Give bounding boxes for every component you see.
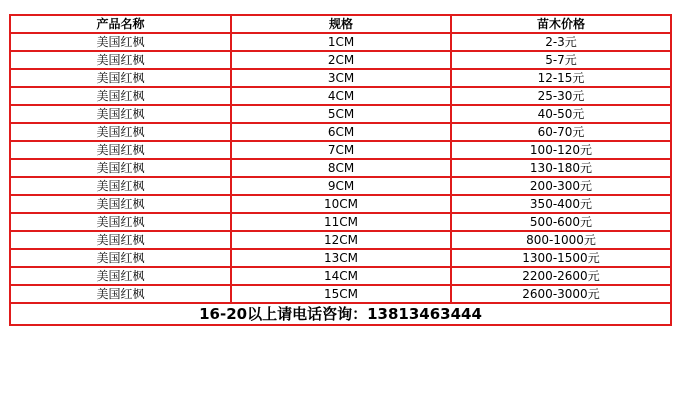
table-row (10, 195, 671, 213)
cell-price: 25-30元 (451, 87, 671, 105)
price-table-container (9, 14, 670, 326)
cell-price: 2-3元 (451, 33, 671, 51)
table-row (10, 105, 671, 123)
cell-spec: 2CM (231, 51, 451, 69)
table-row (10, 51, 671, 69)
table-body (10, 33, 671, 303)
table-row (10, 285, 671, 303)
table-row (10, 213, 671, 231)
header-price: 苗木价格 (451, 15, 671, 33)
cell-price: 2200-2600元 (451, 267, 671, 285)
cell-price: 130-180元 (451, 159, 671, 177)
cell-price: 40-50元 (451, 105, 671, 123)
header-spec: 规格 (231, 15, 451, 33)
cell-product-name: 美国红枫 (10, 195, 231, 213)
cell-price: 800-1000元 (451, 231, 671, 249)
cell-product-name: 美国红枫 (10, 69, 231, 87)
table-row (10, 267, 671, 285)
cell-product-name: 美国红枫 (10, 231, 231, 249)
table-row (10, 159, 671, 177)
cell-spec: 4CM (231, 87, 451, 105)
cell-spec: 5CM (231, 105, 451, 123)
contact-note: 16-20以上请电话咨询：13813463444 (10, 303, 671, 325)
cell-spec: 7CM (231, 141, 451, 159)
price-table (9, 14, 672, 326)
cell-price: 1300-1500元 (451, 249, 671, 267)
cell-price: 2600-3000元 (451, 285, 671, 303)
cell-spec: 9CM (231, 177, 451, 195)
table-row (10, 87, 671, 105)
table-row (10, 69, 671, 87)
cell-spec: 12CM (231, 231, 451, 249)
cell-product-name: 美国红枫 (10, 33, 231, 51)
cell-spec: 11CM (231, 213, 451, 231)
cell-spec: 8CM (231, 159, 451, 177)
cell-price: 200-300元 (451, 177, 671, 195)
cell-spec: 14CM (231, 267, 451, 285)
header-row (10, 15, 671, 33)
cell-price: 350-400元 (451, 195, 671, 213)
cell-product-name: 美国红枫 (10, 285, 231, 303)
table-row (10, 249, 671, 267)
cell-spec: 15CM (231, 285, 451, 303)
cell-spec: 6CM (231, 123, 451, 141)
table-row (10, 123, 671, 141)
cell-price: 12-15元 (451, 69, 671, 87)
header-product-name: 产品名称 (10, 15, 231, 33)
table-row (10, 231, 671, 249)
table-row (10, 177, 671, 195)
cell-spec: 1CM (231, 33, 451, 51)
cell-product-name: 美国红枫 (10, 51, 231, 69)
cell-price: 60-70元 (451, 123, 671, 141)
cell-price: 5-7元 (451, 51, 671, 69)
cell-spec: 3CM (231, 69, 451, 87)
table-row (10, 141, 671, 159)
cell-spec: 13CM (231, 249, 451, 267)
cell-product-name: 美国红枫 (10, 177, 231, 195)
cell-product-name: 美国红枫 (10, 267, 231, 285)
cell-price: 100-120元 (451, 141, 671, 159)
cell-spec: 10CM (231, 195, 451, 213)
cell-product-name: 美国红枫 (10, 123, 231, 141)
cell-product-name: 美国红枫 (10, 159, 231, 177)
cell-product-name: 美国红枫 (10, 141, 231, 159)
footer-row (10, 303, 671, 325)
cell-product-name: 美国红枫 (10, 105, 231, 123)
cell-product-name: 美国红枫 (10, 249, 231, 267)
cell-price: 500-600元 (451, 213, 671, 231)
cell-product-name: 美国红枫 (10, 213, 231, 231)
table-row (10, 33, 671, 51)
cell-product-name: 美国红枫 (10, 87, 231, 105)
